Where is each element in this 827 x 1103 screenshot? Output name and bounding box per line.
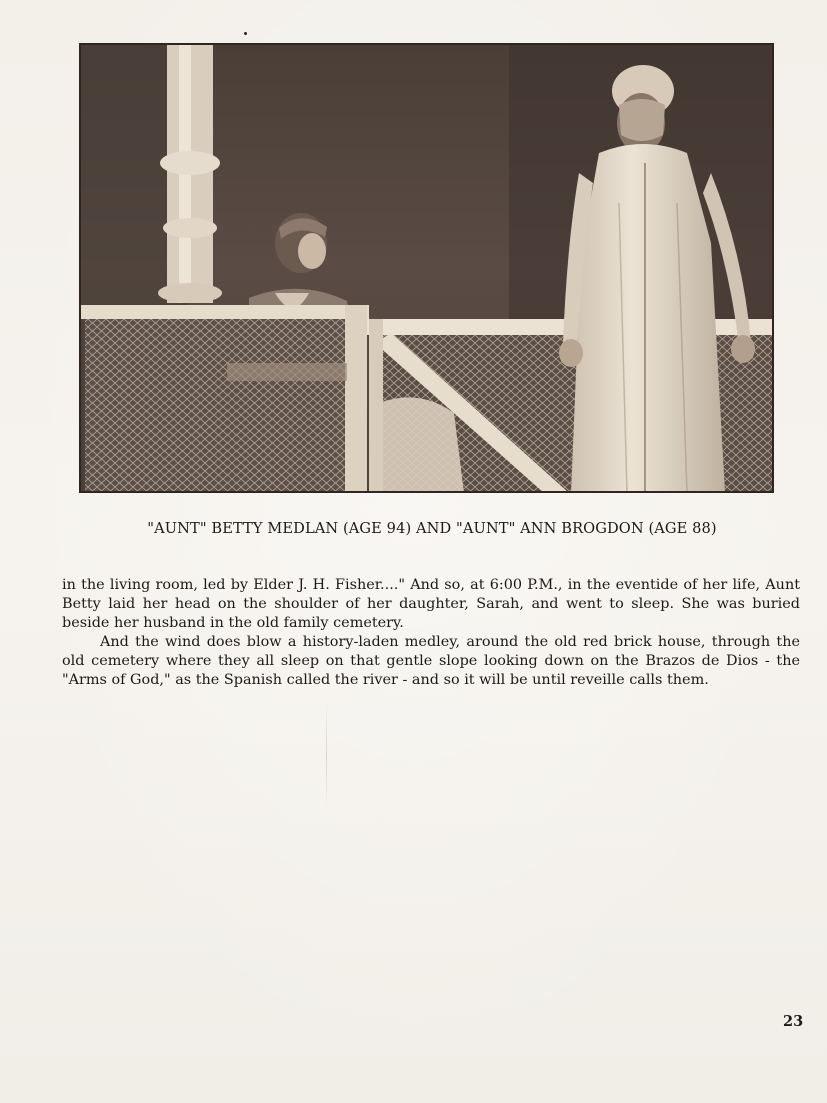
- paragraph-1: in the living room, led by Elder J. H. Fisher...." And so, at 6:00 P.M., in the eventide of her life, Aunt Betty laid her head on the shoulder of her daughter, Sarah, and went to sleep. She was buried beside her husband in the old family cemetery.: [62, 577, 800, 631]
- ink-speck: [244, 32, 247, 35]
- photo-caption: "AUNT" BETTY MEDLAN (AGE 94) AND "AUNT" ANN BROGDON (AGE 88): [147, 520, 717, 537]
- paragraph-2: And the wind does blow a history-laden medley, around the old red brick house, through the old cemetery where they all sleep on that gentle slope looking down on the Brazos de Dios - the "Arms of God," as the Spanish called the river - and so it will be until reveille calls them.: [62, 634, 800, 688]
- porch-photograph: [79, 43, 774, 493]
- sepia-photograph-icon: [79, 43, 774, 493]
- page-number: 23: [783, 1013, 804, 1030]
- body-text: [62, 576, 800, 690]
- page-crease: [326, 700, 327, 810]
